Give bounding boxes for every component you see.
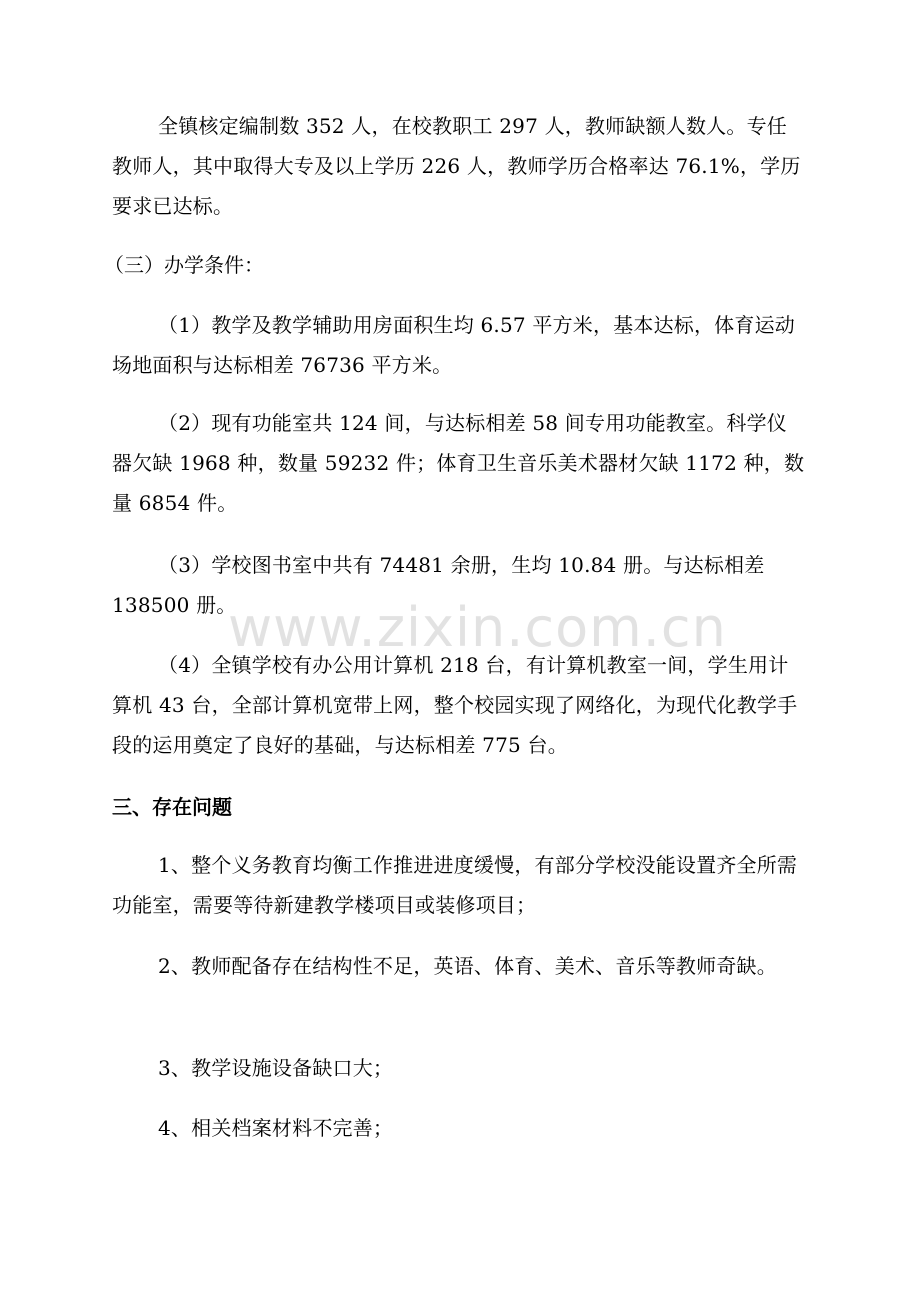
- problem-1-paragraph: 1、整个义务教育均衡工作推进进度缓慢，有部分学校没能设置齐全所需功能室，需要等待新建教学楼项目或装修项目；: [112, 853, 798, 917]
- item-3-paragraph: （3）学校图书室中共有 74481 余册，生均 10.84 册。与达标相差138500 册。: [112, 553, 765, 617]
- watermark-text: www.zixin.com.cn: [228, 596, 727, 659]
- item-1-paragraph: （1）教学及教学辅助用房面积生均 6.57 平方米，基本达标，体育运动场地面积与达标相差 76736 平方米。: [112, 313, 795, 377]
- problem-4-paragraph: 4、相关档案材料不完善；: [158, 1116, 394, 1140]
- section-3-heading: （三）办学条件：: [104, 253, 264, 277]
- item-2-paragraph: （2）现有功能室共 124 间，与达标相差 58 间专用功能教室。科学仪器欠缺 1968 种，数量 59232 件；体育卫生音乐美术器材欠缺 1172 种，数量 6854 件。: [112, 411, 805, 515]
- problem-2-paragraph: 2、教师配备存在结构性不足，英语、体育、美术、音乐等教师奇缺。: [158, 954, 777, 978]
- problems-heading: 三、存在问题: [112, 795, 232, 819]
- problem-3-paragraph: 3、教学设施设备缺口大；: [158, 1056, 394, 1080]
- staffing-paragraph: 全镇核定编制数 352 人，在校教职工 297 人，教师缺额人数人。专任教师人，其中取得大专及以上学历 226 人，教师学历合格率达 76.1%，学历要求已达标。: [112, 114, 801, 218]
- item-4-paragraph: （4）全镇学校有办公用计算机 218 台，有计算机教室一间，学生用计算机 43 台，全部计算机宽带上网，整个校园实现了网络化，为现代化教学手段的运用奠定了良好的基础，与达标相差 775 台。: [112, 653, 798, 757]
